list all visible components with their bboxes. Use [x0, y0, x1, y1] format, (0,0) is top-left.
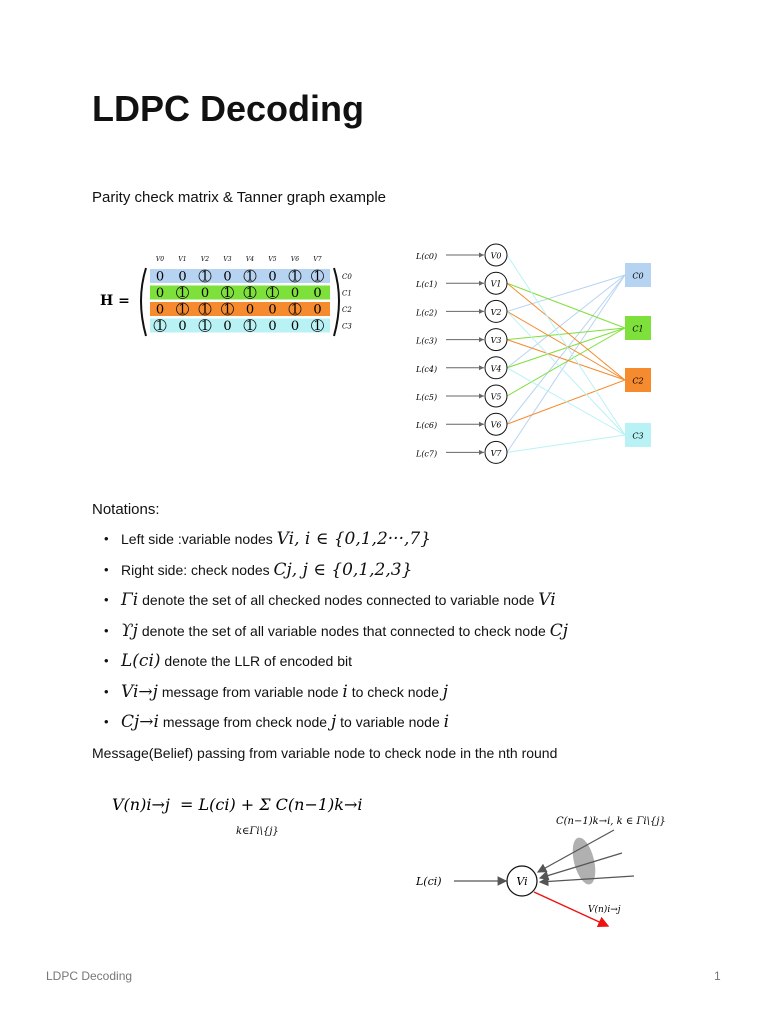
tanner-variable-node-label: V7: [490, 448, 502, 458]
notation-math: Vi: [538, 590, 556, 610]
list-item: [100, 646, 700, 677]
matrix-row-label: C3: [342, 322, 352, 331]
notation-math: j: [442, 681, 449, 702]
tanner-graph: [410, 236, 670, 468]
tanner-llr-label: L(c6): [416, 421, 438, 431]
tanner-check-node-label: C2: [632, 376, 644, 386]
tanner-variable-node-label: V4: [490, 364, 502, 374]
notation-math: Cj: [549, 620, 568, 641]
page-number: 1: [714, 969, 721, 983]
matrix-row-label: C1: [342, 289, 352, 298]
matrix-cell: 1: [313, 319, 322, 334]
update-equation: [108, 780, 368, 844]
section-subtitle: Parity check matrix & Tanner graph example: [92, 189, 387, 206]
matrix-cell: 0: [268, 319, 277, 334]
equation-lhs: V(n)i→j: [112, 795, 170, 814]
notation-math: ϒj: [121, 620, 138, 641]
matrix-row-label: C2: [342, 306, 352, 314]
matrix-cell: 0: [155, 286, 165, 301]
matrix-row-highlight: [150, 269, 330, 283]
matrix-cell: 1: [178, 286, 187, 301]
matrix-cell: 0: [268, 302, 277, 318]
parity-check-matrix: [96, 250, 366, 342]
matrix-cell: 1: [290, 302, 300, 318]
matrix-cell: 0: [313, 286, 322, 301]
matrix-cell: 0: [290, 286, 300, 301]
page-title: LDPC Decoding: [92, 88, 365, 129]
notation-math: i: [443, 712, 450, 732]
tanner-llr-arrowhead: [479, 281, 484, 286]
list-item: [100, 524, 700, 555]
matrix-right-paren: [334, 268, 339, 336]
notation-text: Left side :variable nodes: [121, 531, 277, 547]
list-item: [100, 707, 700, 738]
tanner-llr-label: L(c0): [416, 252, 438, 261]
notation-math: i: [342, 681, 348, 702]
tanner-llr-arrowhead: [479, 394, 484, 399]
tanner-llr-label: L(c4): [416, 364, 438, 374]
tanner-llr-arrowhead: [479, 365, 484, 370]
matrix-cell: 0: [290, 319, 300, 334]
matrix-cell: 0: [155, 269, 165, 285]
notation-text: denote the set of all variable nodes that connected to check node: [137, 622, 550, 639]
notation-text: denote the set of all checked nodes connected to variable node: [138, 592, 539, 608]
tanner-llr-label: L(c5): [416, 393, 438, 402]
matrix-cell: 1: [290, 269, 300, 285]
matrix-cell: 1: [200, 269, 210, 285]
list-item: [100, 616, 700, 647]
message-passing-text: Message(Belief) passing from variable node to check node in the nth round: [92, 745, 558, 761]
tanner-variable-node-label: V1: [490, 279, 502, 289]
matrix-cell: 1: [268, 286, 277, 301]
matrix-row-highlight: [150, 286, 330, 300]
matrix-cell: 1: [223, 302, 232, 318]
tanner-check-node-label: C3: [632, 431, 644, 441]
matrix-row-label: C0: [342, 273, 352, 281]
belief-diagram: [410, 808, 670, 928]
list-item: [100, 555, 700, 586]
list-item: [100, 585, 700, 616]
matrix-cell: 0: [313, 302, 322, 318]
llr-input-label: L(ci): [416, 875, 442, 888]
tanner-llr-label: L(c1): [416, 280, 438, 290]
matrix-column-label: V5: [268, 256, 277, 263]
notation-text: Right side: check nodes: [121, 561, 274, 578]
tanner-variable-node-label: V3: [490, 336, 502, 346]
matrix-cell: 0: [155, 302, 165, 318]
tanner-llr-label: L(c3): [416, 336, 438, 346]
matrix-column-label: V3: [223, 256, 232, 263]
notation-math: Vi→j: [121, 681, 158, 702]
equation-sum-index: k∈Γi\{j}: [236, 826, 279, 837]
notation-text: to variable node: [336, 714, 444, 730]
tanner-edge: [507, 255, 625, 435]
matrix-left-paren: [141, 268, 146, 336]
notation-text: message from variable node: [157, 683, 343, 700]
matrix-column-label: V0: [155, 256, 165, 263]
equation-rhs: = L(ci) + Σ C(n−1)k→i: [180, 795, 363, 814]
tanner-llr-label: L(c2): [416, 308, 438, 318]
notations-list: [100, 524, 700, 738]
matrix-column-label: V1: [178, 256, 187, 263]
matrix-cell: 1: [245, 319, 255, 334]
tanner-check-node-label: C0: [632, 271, 644, 281]
matrix-column-label: V7: [313, 256, 322, 263]
tanner-variable-node-label: V6: [490, 420, 502, 430]
matrix-cell: 1: [178, 302, 187, 318]
outgoing-label: V(n)i→j: [588, 905, 621, 915]
footer-title: LDPC Decoding: [46, 969, 133, 983]
list-item: [100, 677, 700, 708]
tanner-edge: [507, 435, 625, 452]
matrix-lhs: H =: [100, 293, 130, 309]
matrix-cell: 1: [313, 269, 322, 285]
matrix-cell: 0: [245, 302, 255, 318]
tanner-edge: [507, 275, 625, 452]
notation-math: Vi, i ∈ {0,1,2···,7}: [276, 529, 432, 549]
tanner-llr-arrowhead: [479, 337, 484, 342]
notation-text: message from check node: [158, 714, 331, 730]
notation-math: j: [330, 712, 337, 732]
notation-math: L(ci): [121, 651, 161, 671]
matrix-cell: 1: [245, 286, 255, 301]
tanner-check-node-label: C1: [632, 324, 644, 334]
incoming-label: C(n−1)k→i, k ∈ Γi\{j}: [556, 816, 666, 827]
matrix-cell: 1: [245, 269, 255, 285]
notation-math: Cj→i: [121, 712, 159, 732]
notation-math: Γi: [121, 590, 139, 610]
notation-math: Cj, j ∈ {0,1,2,3}: [273, 559, 413, 580]
tanner-variable-node-label: V2: [490, 307, 502, 317]
tanner-llr-arrowhead: [479, 309, 484, 314]
matrix-cell: 1: [200, 319, 210, 334]
notations-heading: Notations:: [92, 501, 160, 518]
matrix-cell: 0: [268, 269, 277, 285]
matrix-cell: 0: [223, 319, 232, 334]
matrix-column-label: V6: [290, 256, 300, 263]
matrix-cell: 1: [155, 319, 165, 334]
tanner-llr-label: L(c7): [416, 449, 438, 459]
notation-text: to check node: [347, 683, 443, 700]
matrix-cell: 0: [178, 269, 187, 285]
matrix-cell: 0: [223, 269, 232, 285]
tanner-llr-arrowhead: [479, 450, 484, 455]
matrix-cell: 1: [200, 302, 210, 318]
tanner-llr-arrowhead: [479, 422, 484, 427]
matrix-column-label: V2: [200, 256, 210, 263]
matrix-cell: 1: [223, 286, 232, 301]
matrix-row-highlight: [150, 302, 330, 316]
matrix-cell: 0: [200, 286, 210, 301]
matrix-row-highlight: [150, 319, 330, 333]
notation-text: denote the LLR of encoded bit: [160, 653, 352, 669]
matrix-cell: 0: [178, 319, 187, 334]
tanner-variable-node-label: V0: [490, 251, 502, 261]
variable-node-label: Vi: [516, 875, 528, 888]
matrix-column-label: V4: [245, 256, 255, 263]
tanner-variable-node-label: V5: [490, 392, 502, 402]
tanner-llr-arrowhead: [479, 253, 484, 258]
